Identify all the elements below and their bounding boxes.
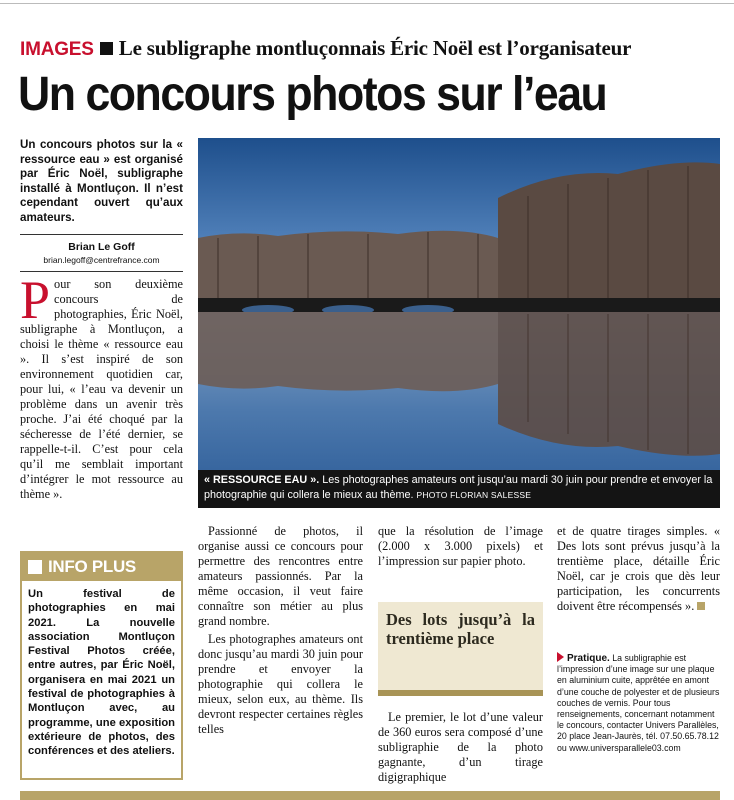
paragraph-text: et de quatre tirages simples. « Des lots sont prévus jusqu’à la trentième place, détaille Éric Noël, car je crois que dès leur participation, les concurrents doivent être récompensés ». bbox=[557, 524, 720, 613]
headline: Un concours photos sur l’eau bbox=[18, 68, 607, 121]
paragraph bbox=[557, 524, 720, 642]
article-text: our son deuxième concours de photographies, Éric Noël, subligraphe à Montluçon, a choisi le thème « ressource eau ». Il s’est inspiré de son environnement quotidien car, pour lui, « l’eau va devenir un problème dans un avenir très proche. J’ai été choqué par la sécheresse de l’été dernier, se rappelle-t-il. C’est pour cela qu’il me semblait important d’intégrer le mot ressource au thème ». bbox=[20, 277, 183, 501]
article-photo bbox=[198, 138, 720, 508]
caption-lead: « RESSOURCE EAU ». bbox=[204, 474, 320, 486]
info-plus-box bbox=[20, 551, 183, 780]
page-top-rule bbox=[0, 0, 734, 4]
pull-quote-text: Des lots jusqu’à la trentième place bbox=[386, 610, 535, 648]
info-plus-lead: Un festival de photographies en mai 2021. bbox=[28, 588, 175, 629]
pratique-box bbox=[557, 652, 720, 754]
divider bbox=[20, 271, 183, 272]
chapo: Un concours photos sur la « ressource eau » est organisé par Éric Noël, subligraphe installé à Montluçon. Il n’est cependant ouvert qu’aux amateurs. bbox=[20, 138, 183, 224]
pratique-text: La subligraphie est l’impression d’une image sur une plaque en aluminium cuite, apprêtée en amont d’une couche de polyester et de plusieurs couches de vernis. Pour tous renseignements, concernant notamment le concours, contacter Univers Parallèles, 20 place Jean-Jaurès, tél. 07.50.65.78.12 ou www.universparallele03.com bbox=[557, 653, 720, 753]
kicker-subtitle: Le subligraphe montluçonnais Éric Noël est l’organisateur bbox=[118, 36, 632, 60]
info-plus-header bbox=[22, 553, 181, 581]
river-reflection-image bbox=[198, 138, 720, 508]
author-name: Brian Le Goff bbox=[68, 241, 135, 253]
paragraph: Passionné de photos, il organise aussi ce concours pour permettre des rencontres entre amateurs passionnés. Par la même occasion, il veut faire connaître son métier au plus grand nombre. bbox=[198, 524, 363, 628]
divider bbox=[20, 234, 183, 235]
footer-bar bbox=[20, 791, 720, 800]
kicker-tag: IMAGES bbox=[20, 39, 94, 60]
photo-caption bbox=[198, 470, 720, 508]
caption-text: Les photographes amateurs ont jusqu’au mardi 30 juin pour prendre et envoyer la photographie qui collera le mieux au thème. bbox=[204, 474, 713, 501]
paragraph: Le premier, le lot d’une valeur de 360 euros sera composé d’une subligraphie de la photo gagnante, d’un tirage digigraphique bbox=[378, 710, 543, 784]
article-column-1 bbox=[20, 277, 183, 545]
square-icon bbox=[28, 560, 42, 574]
sidebar-intro bbox=[20, 138, 183, 272]
article-column-2 bbox=[198, 524, 363, 786]
info-plus-text: La nouvelle association Montluçon Festival Photos créée, entre autres, par Éric Noël, organisera en mai 2021 un festival de photographies à Montluçon avec, au programme, une exposition extérieure de photos, des conférences et des ateliers. bbox=[28, 616, 175, 758]
article-column-3 bbox=[378, 524, 543, 788]
article-column-4 bbox=[557, 524, 720, 754]
info-plus-body bbox=[22, 581, 181, 759]
end-mark-icon bbox=[697, 602, 705, 610]
author-email[interactable]: brian.legoff@centrefrance.com bbox=[43, 255, 160, 265]
photo-credit: PHOTO FLORIAN SALESSE bbox=[416, 490, 532, 500]
info-plus-title: INFO PLUS bbox=[48, 557, 136, 576]
kicker-square-icon bbox=[100, 42, 113, 55]
pull-quote bbox=[378, 602, 543, 696]
kicker bbox=[20, 36, 631, 61]
arrow-right-icon bbox=[557, 652, 564, 662]
paragraph: que la résolution de l’image (2.000 x 3.000 pixels) et l’impression sur papier photo. bbox=[378, 524, 543, 568]
paragraph: Les photographes amateurs ont donc jusqu’au mardi 30 juin pour prendre et envoyer la photographie qui collera le mieux, selon eux, au thème. Ils devront respecter certaines règles telles bbox=[198, 632, 363, 736]
dropcap: P bbox=[20, 277, 51, 330]
pratique-label: Pratique. bbox=[567, 653, 610, 664]
